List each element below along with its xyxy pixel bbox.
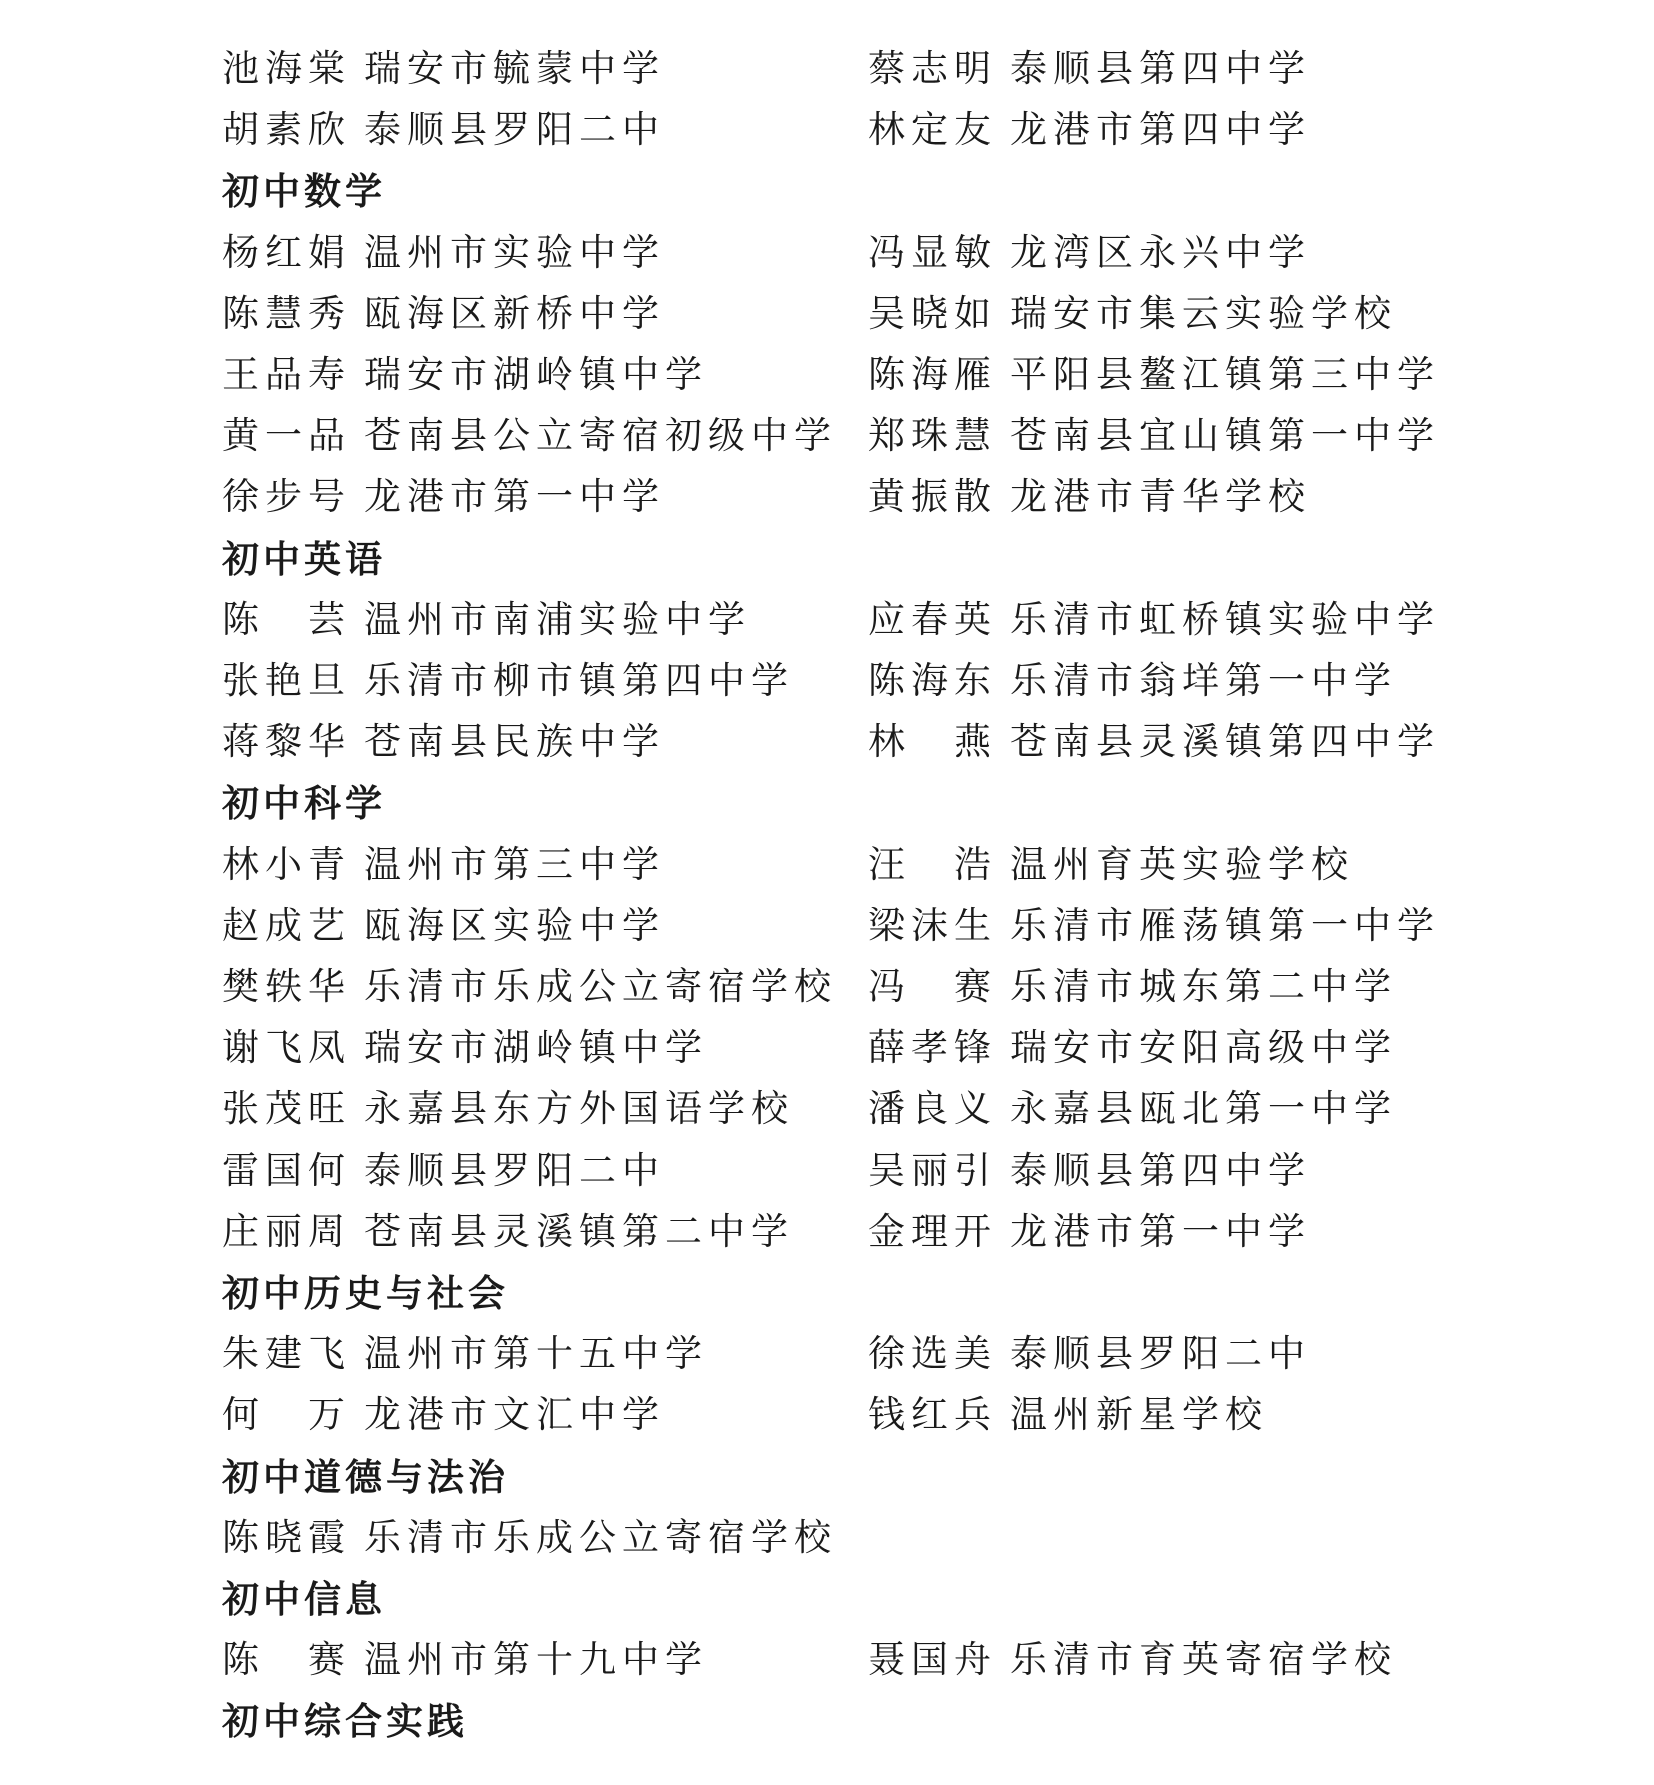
teacher-entry (868, 1207, 1311, 1257)
school-name: 温州市实验中学 (364, 230, 665, 274)
teacher-name: 黄振散 (868, 475, 997, 519)
teacher-entry (868, 472, 1311, 522)
school-name: 苍南县灵溪镇第二中学 (364, 1209, 794, 1253)
teacher-name: 陈 芸 (222, 597, 351, 641)
teacher-row (0, 1142, 1654, 1203)
teacher-row (0, 224, 1654, 285)
teacher-name: 吴丽引 (868, 1148, 997, 1192)
teacher-row (0, 1325, 1654, 1386)
section-heading: 初中信息 (222, 1577, 386, 1621)
teacher-row (0, 1631, 1654, 1692)
teacher-entry (868, 656, 1397, 706)
teacher-row (0, 713, 1654, 774)
school-name: 泰顺县罗阳二中 (364, 108, 665, 152)
school-name: 瑞安市湖岭镇中学 (364, 353, 708, 396)
teacher-row (0, 958, 1654, 1019)
school-name: 温州育英实验学校 (1010, 842, 1354, 886)
teacher-entry (222, 595, 751, 645)
teacher-name: 吴晓如 (868, 291, 997, 335)
text-line (0, 774, 1654, 835)
teacher-entry (868, 44, 1311, 94)
teacher-entry (222, 350, 708, 400)
teacher-entry (222, 411, 837, 461)
teacher-name: 徐步号 (222, 475, 351, 519)
teacher-name: 陈晓霞 (222, 1515, 351, 1559)
teacher-entry (868, 1390, 1268, 1440)
section-heading: 初中数学 (222, 169, 386, 214)
teacher-row (0, 346, 1654, 407)
school-name: 乐清市乐成公立寄宿学校 (364, 965, 837, 1008)
section-heading: 初中科学 (222, 781, 386, 826)
teacher-name: 潘良义 (868, 1087, 997, 1131)
teacher-entry (868, 289, 1397, 339)
teacher-name: 陈慧秀 (222, 291, 351, 335)
teacher-entry (222, 1207, 794, 1257)
section-heading: 初中历史与社会 (222, 1271, 509, 1315)
teacher-name: 朱建飞 (222, 1332, 351, 1376)
school-name: 温州市南浦实验中学 (364, 597, 751, 641)
teacher-name: 雷国何 (222, 1148, 351, 1192)
teacher-entry (868, 595, 1440, 645)
teacher-name: 蒋黎华 (222, 720, 351, 764)
school-name: 瓯海区新桥中学 (364, 291, 665, 335)
teacher-row (0, 897, 1654, 958)
text-line (0, 530, 1654, 591)
teacher-entry (868, 1146, 1311, 1196)
school-name: 平阳县鳌江镇第三中学 (1010, 353, 1440, 396)
teacher-entry (222, 105, 665, 155)
teacher-name: 胡素欣 (222, 108, 351, 152)
teacher-entry (868, 411, 1440, 461)
school-name: 永嘉县瓯北第一中学 (1010, 1087, 1397, 1131)
teacher-entry (222, 1146, 665, 1196)
teacher-name: 杨红娟 (222, 230, 351, 274)
teacher-name: 应春英 (868, 597, 997, 641)
text-line (0, 1692, 1654, 1753)
teacher-entry (222, 1023, 708, 1073)
teacher-row (0, 1386, 1654, 1447)
school-name: 龙湾区永兴中学 (1010, 230, 1311, 274)
teacher-name: 黄一品 (222, 414, 351, 458)
teacher-entry (868, 962, 1397, 1012)
school-name: 乐清市雁荡镇第一中学 (1010, 903, 1440, 947)
teacher-name: 池海棠 (222, 47, 351, 90)
teacher-name: 林定友 (868, 108, 997, 152)
school-name: 永嘉县东方外国语学校 (364, 1087, 794, 1131)
teacher-name: 张茂旺 (222, 1087, 351, 1131)
teacher-name: 汪 浩 (868, 842, 997, 886)
school-name: 龙港市第四中学 (1010, 108, 1311, 152)
teacher-name: 金理开 (868, 1209, 997, 1253)
school-name: 温州市第三中学 (364, 842, 665, 886)
teacher-entry (868, 350, 1440, 400)
teacher-entry (222, 1390, 665, 1440)
teacher-entry (222, 1635, 708, 1685)
section-heading: 初中道德与法治 (222, 1454, 509, 1499)
teacher-name: 庄丽周 (222, 1209, 351, 1253)
school-name: 瓯海区实验中学 (364, 903, 665, 947)
school-name: 泰顺县第四中学 (1010, 47, 1311, 90)
teacher-entry (868, 717, 1440, 767)
teacher-name: 林小青 (222, 842, 351, 886)
school-name: 泰顺县罗阳二中 (364, 1148, 665, 1192)
teacher-entry (868, 901, 1440, 951)
teacher-entry (868, 228, 1311, 278)
teacher-entry (222, 1329, 708, 1379)
teacher-name: 樊轶华 (222, 965, 351, 1008)
teacher-entry (222, 901, 665, 951)
teacher-name: 谢飞凤 (222, 1026, 351, 1070)
school-name: 乐清市虹桥镇实验中学 (1010, 597, 1440, 641)
school-name: 龙港市第一中学 (364, 475, 665, 519)
teacher-entry (868, 105, 1311, 155)
school-name: 温州新星学校 (1010, 1393, 1268, 1437)
text-line (0, 1448, 1654, 1509)
teacher-entry (868, 1084, 1397, 1134)
teacher-name: 陈海雁 (868, 353, 997, 396)
school-name: 泰顺县罗阳二中 (1010, 1332, 1311, 1376)
teacher-name: 薛孝锋 (868, 1026, 997, 1070)
teacher-name: 梁沫生 (868, 903, 997, 947)
teacher-row (0, 285, 1654, 346)
teacher-entry (222, 1513, 837, 1563)
teacher-name: 何 万 (222, 1393, 351, 1437)
teacher-name: 冯 赛 (868, 965, 997, 1008)
teacher-name: 王品寿 (222, 353, 351, 396)
teacher-row (0, 1203, 1654, 1264)
school-name: 乐清市乐成公立寄宿学校 (364, 1515, 837, 1559)
teacher-name: 蔡志明 (868, 47, 997, 90)
teacher-entry (868, 1635, 1397, 1685)
teacher-name: 赵成艺 (222, 903, 351, 947)
teacher-entry (222, 228, 665, 278)
teacher-entry (222, 1084, 794, 1134)
teacher-row (0, 1080, 1654, 1141)
school-name: 苍南县灵溪镇第四中学 (1010, 720, 1440, 764)
school-name: 泰顺县第四中学 (1010, 1148, 1311, 1192)
teacher-row (0, 591, 1654, 652)
teacher-row (0, 407, 1654, 468)
teacher-row (0, 652, 1654, 713)
school-name: 苍南县民族中学 (364, 720, 665, 764)
school-name: 乐清市柳市镇第四中学 (364, 659, 794, 702)
teacher-name: 冯显敏 (868, 230, 997, 274)
teacher-row (0, 101, 1654, 162)
teacher-entry (222, 962, 837, 1012)
teacher-entry (868, 1329, 1311, 1379)
school-name: 龙港市青华学校 (1010, 475, 1311, 519)
school-name: 龙港市文汇中学 (364, 1393, 665, 1437)
teacher-name: 林 燕 (868, 720, 997, 764)
school-name: 瑞安市安阳高级中学 (1010, 1026, 1397, 1070)
school-name: 瑞安市湖岭镇中学 (364, 1026, 708, 1070)
school-name: 瑞安市集云实验学校 (1010, 291, 1397, 335)
teacher-entry (868, 840, 1354, 890)
teacher-name: 郑珠慧 (868, 414, 997, 458)
section-heading: 初中综合实践 (222, 1699, 468, 1744)
school-name: 苍南县宜山镇第一中学 (1010, 414, 1440, 458)
teacher-row (0, 836, 1654, 897)
text-line (0, 1570, 1654, 1631)
teacher-row (0, 468, 1654, 529)
teacher-entry (222, 717, 665, 767)
teacher-name: 聂国舟 (868, 1638, 997, 1682)
school-name: 瑞安市毓蒙中学 (364, 47, 665, 90)
teacher-row (0, 1509, 1654, 1570)
teacher-name: 钱红兵 (868, 1393, 997, 1437)
text-line (0, 162, 1654, 223)
teacher-entry (222, 289, 665, 339)
teacher-entry (222, 44, 665, 94)
teacher-entry (868, 1023, 1397, 1073)
text-line (0, 1264, 1654, 1325)
school-name: 温州市第十九中学 (364, 1638, 708, 1682)
teacher-name: 陈 赛 (222, 1638, 351, 1682)
teacher-row (0, 1019, 1654, 1080)
teacher-name: 徐选美 (868, 1332, 997, 1376)
teacher-entry (222, 656, 794, 706)
section-heading: 初中英语 (222, 536, 386, 581)
school-name: 龙港市第一中学 (1010, 1209, 1311, 1253)
school-name: 苍南县公立寄宿初级中学 (364, 414, 837, 458)
teacher-name: 张艳旦 (222, 659, 351, 702)
school-name: 乐清市育英寄宿学校 (1010, 1638, 1397, 1682)
school-name: 乐清市翁垟第一中学 (1010, 659, 1397, 702)
teacher-entry (222, 472, 665, 522)
school-name: 乐清市城东第二中学 (1010, 965, 1397, 1008)
teacher-name: 陈海东 (868, 659, 997, 702)
teacher-entry (222, 840, 665, 890)
teacher-row (0, 40, 1654, 101)
school-name: 温州市第十五中学 (364, 1332, 708, 1376)
